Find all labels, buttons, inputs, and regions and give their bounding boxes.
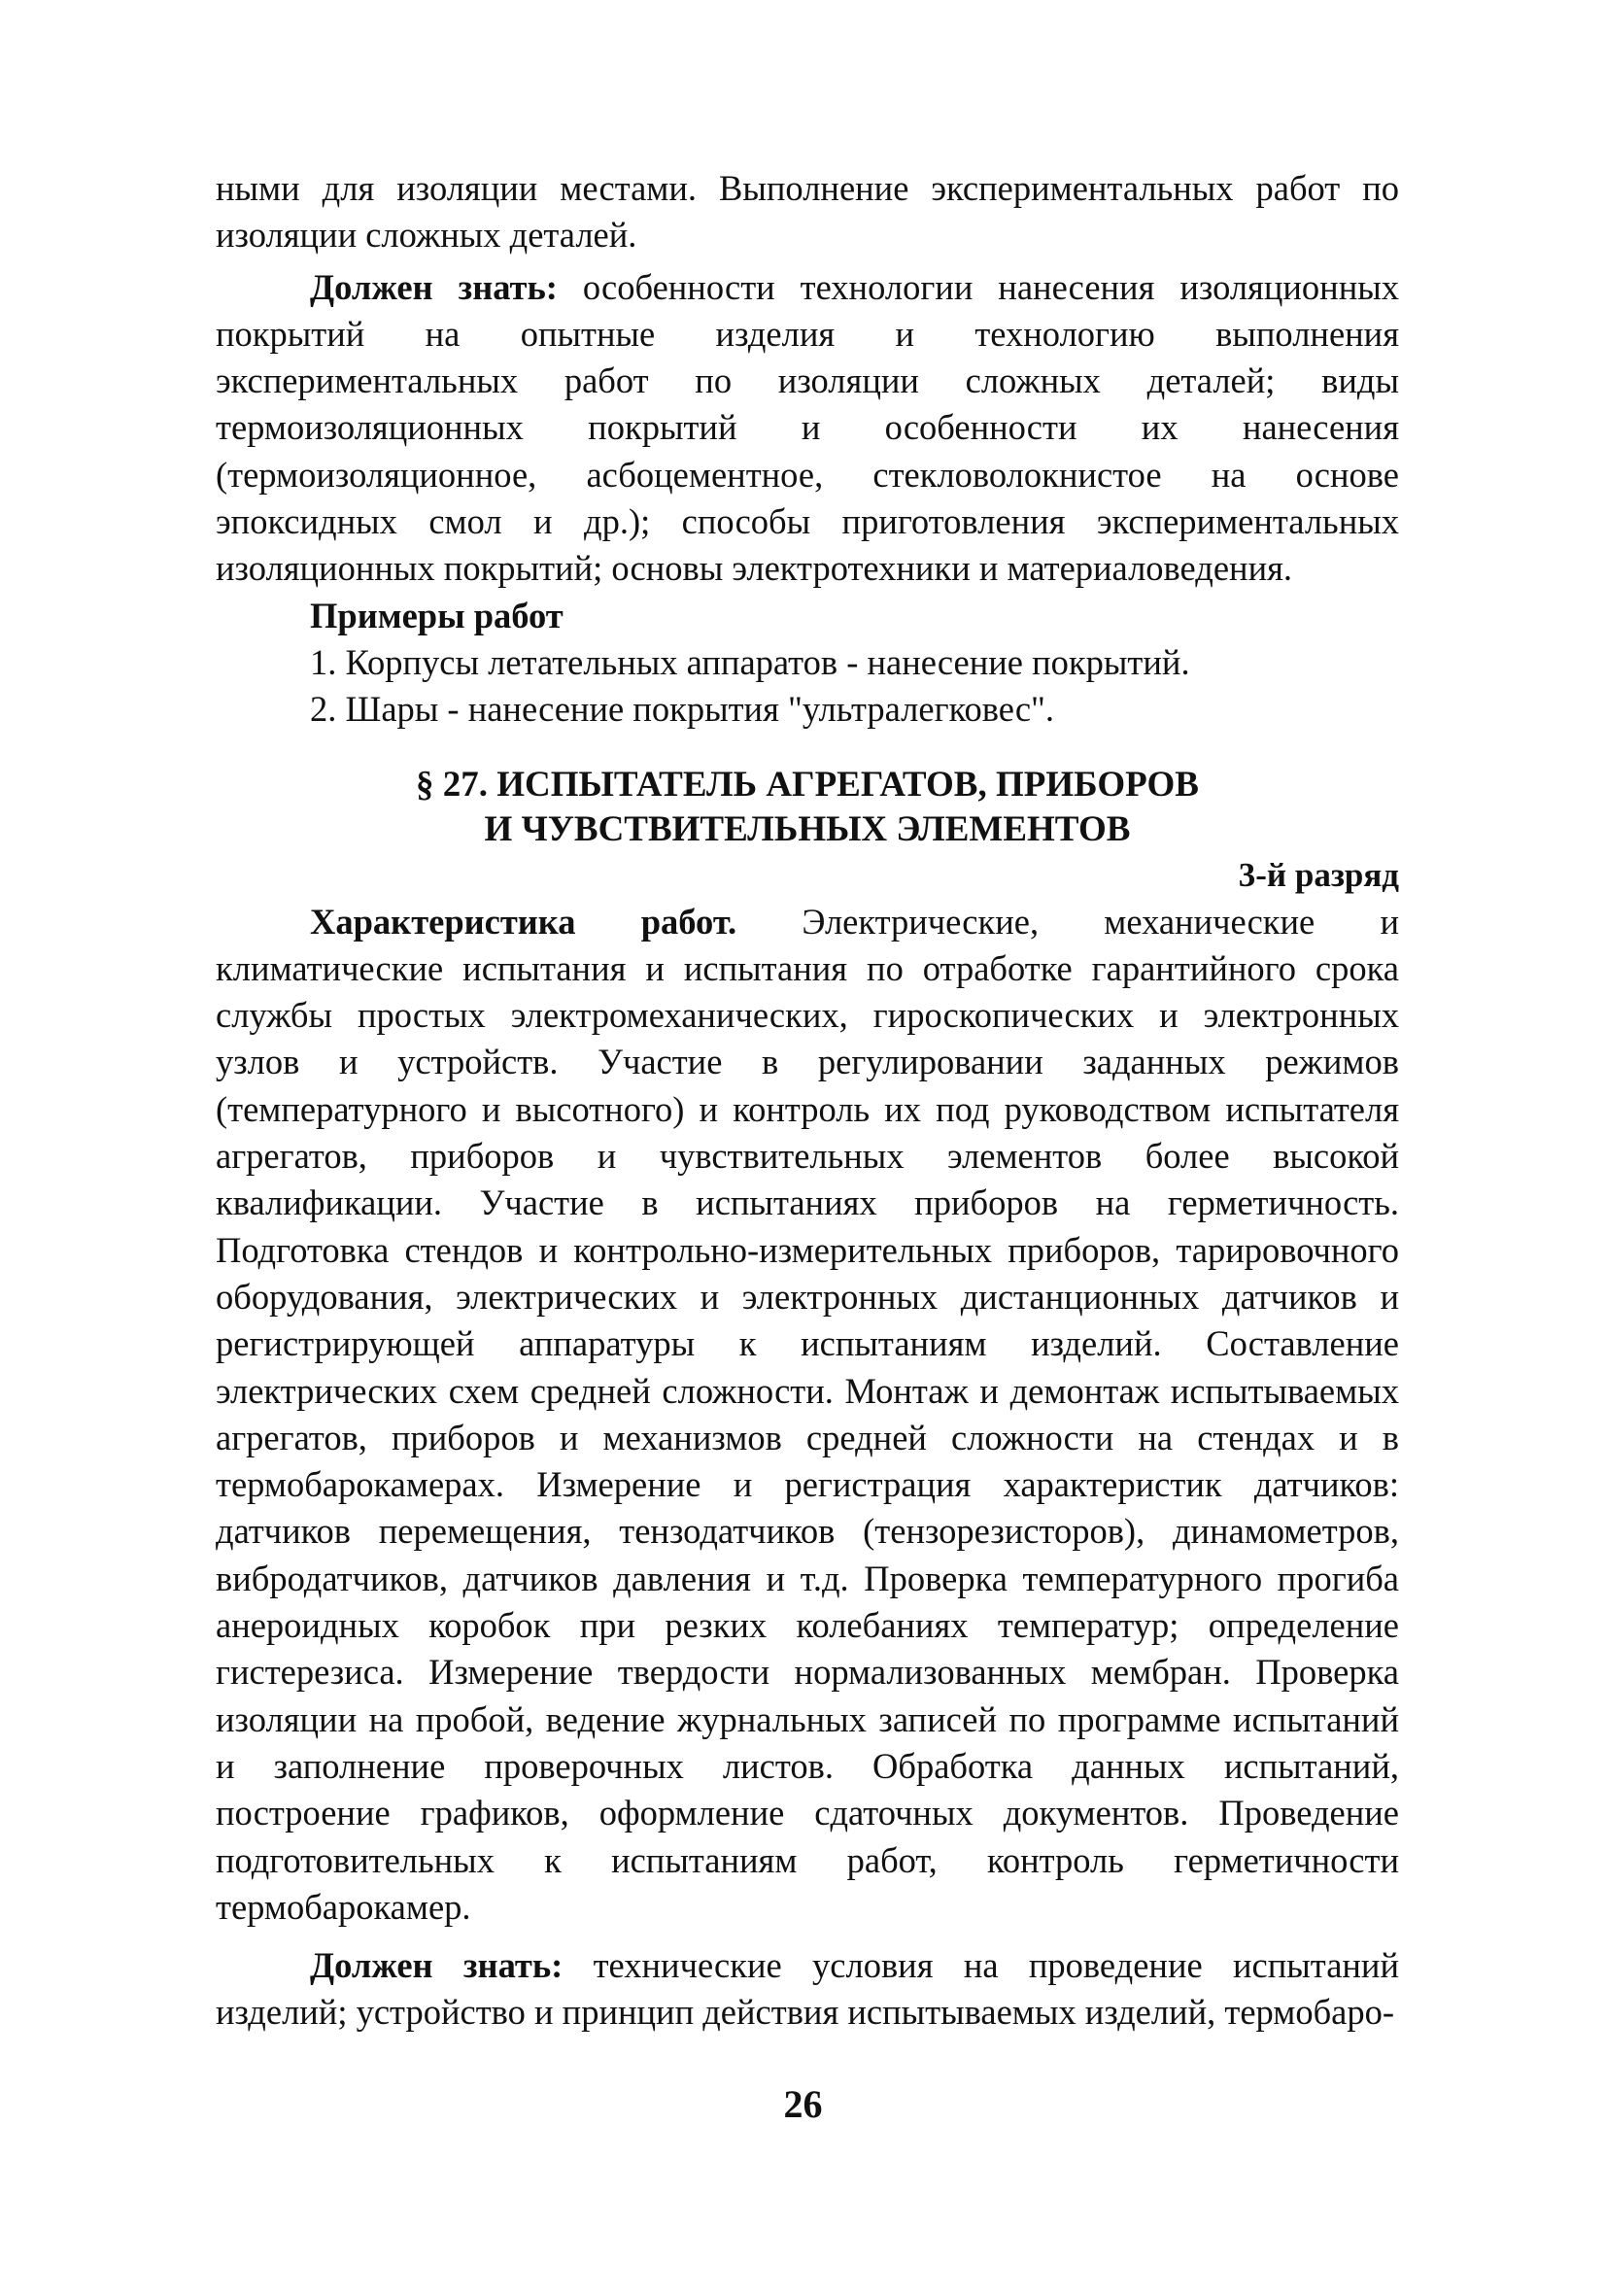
page-number: 26 — [783, 2082, 823, 2126]
top-paragraph: ными для изоляции местами. Выполнение экспериментальных работ по изоляции сложных деталей. — [216, 168, 1399, 256]
must-know-label-1: Должен знать: — [310, 266, 558, 307]
must-know-text-1: особенности технологии нанесения изоляционных покрытий на опытные изделия и технологию выполнения экспериментальных работ по изоляции сложных деталей; виды термоизоляционных покрытий и особенности их нанесения (термоизоляционное, асбоцементное, стекловолокнистое на основе эпоксидных смол и др.); способы приготовления экспериментальных изоляционных покрытий; основы электротехники и материаловедения. — [216, 266, 1399, 589]
must-know-paragraph-1 — [216, 264, 1399, 593]
work-characteristic-text: Электрические, механические и климатические испытания и испытания по отработке гарантийного срока службы простых электромеханических, гироскопических и электронных узлов и устройств. Участие в регулировании заданных режимов (температурного и высотного) и контроль их под руководством испытателя агрегатов, приборов и чувствительных элементов более высокой квалификации. Участие в испытаниях приборов на герметичность. Подготовка стендов и контрольно-измерительных приборов, тарировочного оборудования, электрических и электронных дистанционных датчиков и регистрирующей аппаратуры к испытаниям изделий. Составление электрических схем средней сложности. Монтаж и демонтаж испытываемых агрегатов, приборов и механизмов средней сложности на стендах и в термобарокамерах. Измерение и регистрация характеристик датчиков: датчиков перемещения, тензодатчиков (тензорезисторов), динамометров, вибродатчиков, датчиков давления и т.д. Проверка температурного прогиба анероидных коробок при резких колебаниях температур; определение гистерезиса. Измерение твердости нормализованных мембран. Проверка изоляции на пробой, ведение журнальных записей по программе испытаний и заполнение проверочных листов. Обработка данных испытаний, построение графиков, оформление сдаточных документов. Проведение подготовительных к испытаниям работ, контроль герметичности термобарокамер. — [216, 901, 1399, 1927]
must-know-label-2: Должен знать: — [310, 1945, 564, 1986]
must-know-paragraph-2 — [216, 1942, 1399, 2037]
examples-heading: Примеры работ — [310, 595, 564, 635]
work-characteristic-paragraph — [216, 899, 1399, 1932]
must-know-text-2: технические условия на проведение испытаний изделий; устройство и принцип действия испытываемых изделий, термобаро- — [216, 1945, 1399, 2033]
section-title — [216, 763, 1399, 852]
section-title-line-2: И ЧУВСТВИТЕЛЬНЫХ ЭЛЕМЕНТОВ — [484, 808, 1131, 849]
grade-label: 3-й разряд — [1238, 855, 1399, 894]
document-page — [216, 165, 1399, 2037]
section-title-line-1: § 27. ИСПЫТАТЕЛЬ АГРЕГАТОВ, ПРИБОРОВ — [416, 764, 1199, 805]
example-item-1: 1. Корпусы летательных аппаратов - нанесение покрытий. — [310, 641, 1190, 682]
work-characteristic-label: Характеристика работ. — [310, 901, 737, 942]
example-item-2: 2. Шары - нанесение покрытия "ультралегковес". — [310, 689, 1055, 730]
